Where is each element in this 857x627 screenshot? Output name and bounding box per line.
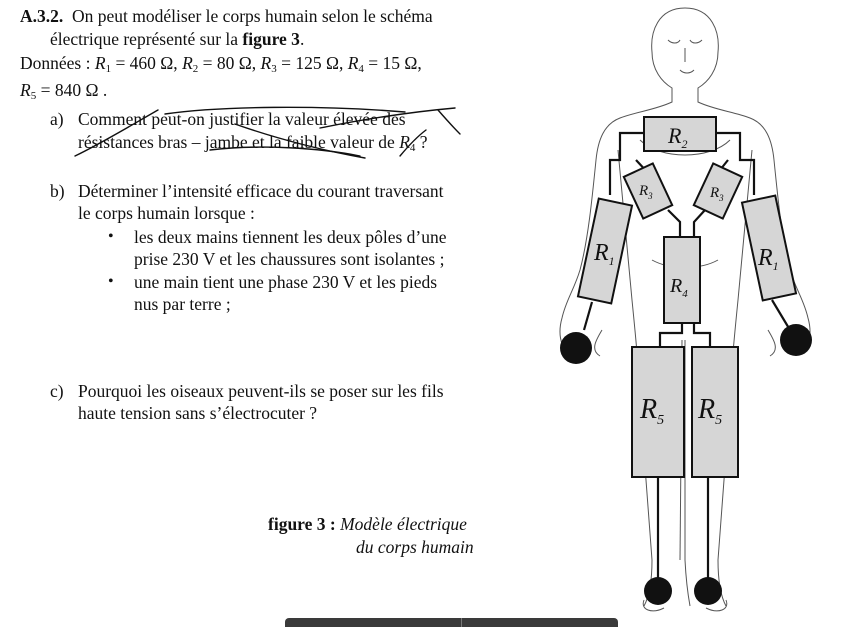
label-r5-left: $R_5$ bbox=[640, 394, 665, 428]
figure-caption-line-1 bbox=[268, 514, 467, 535]
r3-symbol: R bbox=[260, 53, 272, 73]
caption-label: figure 3 : bbox=[268, 514, 341, 534]
intro-period: . bbox=[299, 29, 305, 49]
question-c-marker: c) bbox=[50, 381, 64, 401]
question-a-qmark: ? bbox=[415, 132, 428, 152]
strike-stroke bbox=[210, 147, 360, 156]
question-a-marker: a) bbox=[50, 109, 64, 129]
label-r5-right: $R_5$ bbox=[698, 394, 723, 428]
strike-stroke bbox=[400, 130, 426, 156]
r4-sub: 4 bbox=[358, 63, 364, 75]
r5-sub: 5 bbox=[30, 90, 37, 102]
r5-value: = 840 Ω . bbox=[36, 80, 108, 100]
wire-r3-right-bottom bbox=[694, 210, 705, 236]
question-a-line-1: Comment peut-on justifier la valeur élevée des bbox=[78, 109, 406, 129]
left-hand-contact bbox=[560, 332, 592, 364]
r2-value: = 80 Ω, bbox=[198, 53, 261, 73]
label-r4: $R_4$ bbox=[670, 275, 688, 300]
question-b-line-2: le corps humain lorsque : bbox=[78, 203, 255, 223]
r3-value: = 125 Ω, bbox=[276, 53, 348, 73]
data-line-1 bbox=[20, 53, 422, 80]
question-c-line-2: haute tension sans s’électrocuter ? bbox=[78, 403, 318, 423]
wire-left-hand bbox=[584, 302, 592, 330]
bullet-2-line-1: une main tient une phase 230 V et les pieds bbox=[134, 272, 438, 292]
label-r1-left: $R_1$ bbox=[594, 240, 615, 268]
label-r1-right: $R_1$ bbox=[758, 245, 779, 273]
bullet-2-line-2: nus par terre ; bbox=[134, 294, 231, 314]
strike-stroke bbox=[438, 110, 460, 134]
bullet-1-dot: • bbox=[108, 228, 114, 245]
exercise-header bbox=[20, 6, 433, 27]
bullet-1-line-2: prise 230 V et les chaussures sont isolantes ; bbox=[134, 249, 445, 269]
intro-line-2 bbox=[50, 29, 304, 50]
question-a-text: résistances bras – jambe et la faible valeur de bbox=[78, 132, 400, 152]
wire-r4-left-leg bbox=[660, 323, 682, 346]
question-a-r4: R bbox=[399, 132, 410, 152]
intro-line-1: On peut modéliser le corps humain selon le schéma bbox=[72, 6, 433, 26]
r4-value: = 15 Ω, bbox=[363, 53, 422, 73]
handwritten-strike-marks bbox=[60, 104, 480, 164]
r3-sub: 3 bbox=[271, 63, 277, 75]
wire-r3-left-bottom bbox=[668, 210, 680, 236]
r2-sub: 2 bbox=[192, 63, 199, 75]
figure-caption-line-2: du corps humain bbox=[356, 537, 474, 557]
left-foot-contact bbox=[644, 577, 672, 605]
r2-symbol: R bbox=[182, 53, 193, 73]
bottom-toolbar[interactable] bbox=[285, 618, 618, 627]
wire-r4-right-leg bbox=[694, 323, 710, 346]
body-circuit-figure bbox=[540, 0, 857, 618]
intro-text: électrique représenté sur la bbox=[50, 29, 243, 49]
wire-right-hand bbox=[772, 300, 790, 330]
bullet-2-dot: • bbox=[108, 273, 114, 290]
data-line-2 bbox=[20, 80, 107, 107]
r1-sub: 1 bbox=[105, 63, 112, 75]
bullet-1-line-1: les deux mains tiennent les deux pôles d’une bbox=[134, 227, 447, 247]
r5-symbol: R bbox=[20, 80, 31, 100]
r1-value: = 460 Ω, bbox=[111, 53, 183, 73]
label-r3-right: $R_3$ bbox=[710, 185, 724, 203]
question-a-r4-sub: 4 bbox=[409, 142, 416, 154]
toolbar-separator bbox=[461, 618, 462, 627]
exercise-number: A.3.2. bbox=[20, 6, 64, 26]
r4-symbol: R bbox=[347, 53, 359, 73]
right-hand-contact bbox=[780, 324, 812, 356]
strike-stroke bbox=[165, 107, 405, 114]
strike-stroke bbox=[75, 110, 158, 156]
data-prefix: Données : bbox=[20, 53, 95, 73]
caption-title-1: Modèle électrique bbox=[340, 514, 467, 534]
label-r2: $R_2$ bbox=[668, 123, 688, 151]
label-r3-left: $R_3$ bbox=[639, 183, 653, 201]
r1-symbol: R bbox=[94, 53, 106, 73]
figure-ref: figure 3 bbox=[242, 29, 300, 49]
question-c-line-1: Pourquoi les oiseaux peuvent-ils se poser sur les fils bbox=[78, 381, 444, 401]
question-b-marker: b) bbox=[50, 181, 65, 201]
question-b-line-1: Déterminer l’intensité efficace du courant traversant bbox=[78, 181, 444, 201]
right-foot-contact bbox=[694, 577, 722, 605]
